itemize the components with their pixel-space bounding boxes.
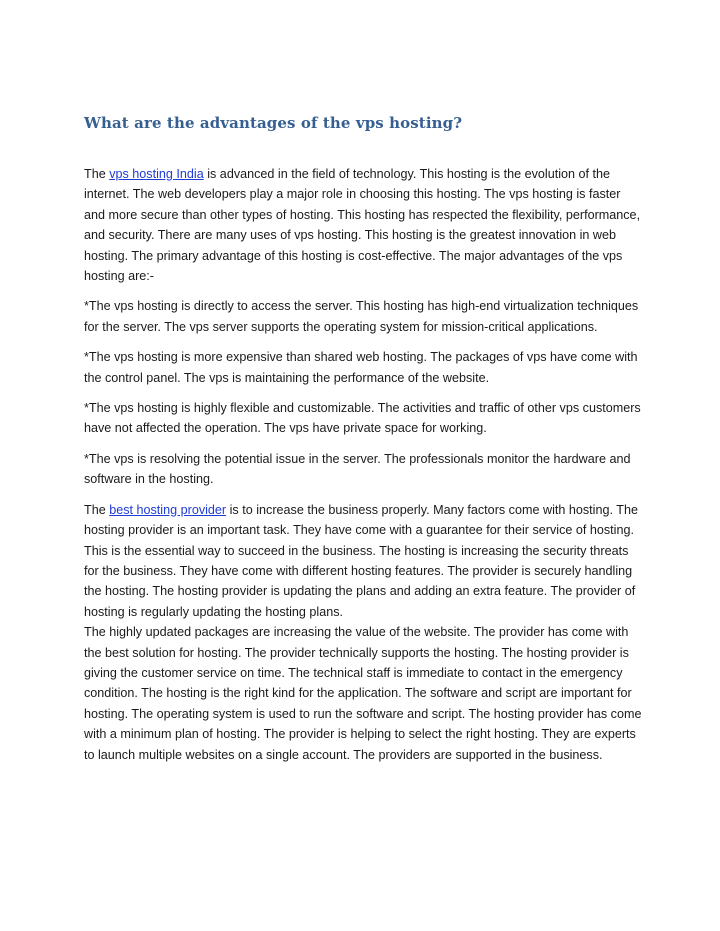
advantage-paragraph-4: *The vps is resolving the potential issue in the server. The professionals monitor the hardware and software in the hosting. xyxy=(84,451,631,487)
vps-hosting-india-link[interactable]: vps hosting India xyxy=(109,167,204,181)
advantage-paragraph-2: *The vps hosting is more expensive than shared web hosting. The packages of vps have come with the control panel. The vps is maintaining the performance of the website. xyxy=(84,350,638,385)
best-hosting-provider-link[interactable]: best hosting provider xyxy=(109,502,227,517)
provider-paragraph xyxy=(84,500,644,622)
advantage-paragraph-1: *The vps hosting is directly to access the server. This hosting has high-end virtualization techniques for the server. The vps server supports the operating system for mission-critical applications. xyxy=(84,299,639,334)
intro-text-before: The xyxy=(84,167,110,181)
provider-text-before: The xyxy=(84,502,110,517)
document-body xyxy=(84,164,644,765)
intro-paragraph xyxy=(84,164,644,286)
provider-text-after: is to increase the business properly. Many factors come with hosting. The hosting provider is an important task. They have come with a guarantee for their service of hosting. This is the essential way to succeed in the business. The hosting is increasing the security threats for the business. They have come with different hosting features. The provider is securely handling the hosting. The hosting provider is updating the plans and adding an extra feature. The provider of hosting is regularly updating the hosting plans. xyxy=(84,502,638,619)
advantage-paragraph-3: *The vps hosting is highly flexible and customizable. The activities and traffic of other vps customers have not affected the operation. The vps have private space for working. xyxy=(84,401,641,436)
closing-paragraph: The highly updated packages are increasing the value of the website. The provider has come with the best solution for hosting. The provider technically supports the hosting. The hosting provider is giving the customer service on time. The technical staff is immediate to contact in the emergency condition. The hosting is the right kind for the application. The software and script are important for hosting. The operating system is used to run the software and script. The hosting provider has come with a minimum plan of hosting. The provider is helping to select the right hosting. They are experts to launch multiple websites on a single account. The providers are supported in the business. xyxy=(84,625,642,762)
document-title: What are the advantages of the vps hosting? xyxy=(84,114,463,132)
intro-text-after: is advanced in the field of technology. This hosting is the evolution of the internet. The web developers play a major role in choosing this hosting. The vps hosting is faster and more secure than other types of hosting. This hosting has respected the flexibility, performance, and security. There are many uses of vps hosting. This hosting is the greatest innovation in web hosting. The primary advantage of this hosting is cost-effective. The major advantages of the vps hosting are:- xyxy=(84,167,641,284)
